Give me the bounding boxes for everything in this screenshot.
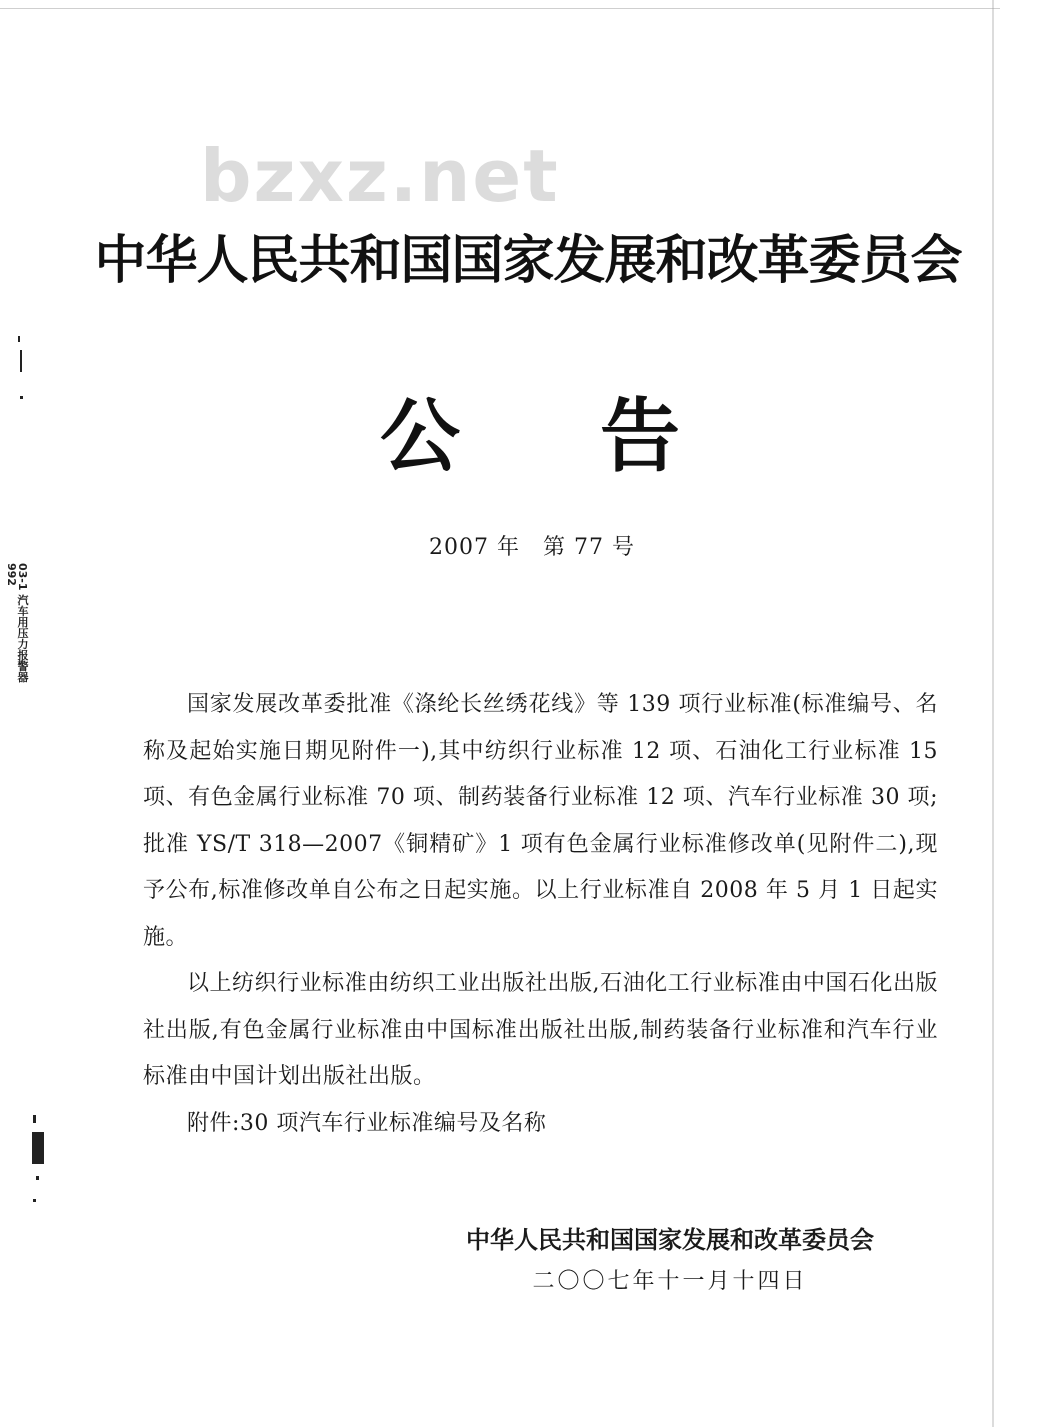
watermark: bzxz.net [200,134,560,218]
body-paragraph-2: 以上纺织行业标准由纺织工业出版社出版,石油化工行业标准由中国石化出版社出版,有色金属行业标准由中国标准出版社出版,制药装备行业标准和汽车行业标准由中国计划出版社出版。 [143,971,938,1089]
notice-body [143,682,938,1147]
signature-organization: 中华人民共和国国家发展和改革委员会 [466,1226,874,1254]
page-top-edge [0,8,1000,9]
attachment-line: 附件:30 项汽车行业标准编号及名称 [187,1110,547,1136]
scan-mark [18,336,20,342]
scan-mark [33,1199,36,1202]
scan-mark [32,1132,44,1164]
notice-title: 公告 [380,389,820,483]
scan-mark [20,350,22,372]
spine-label: 03-1 汽车用压力报警器992 [5,563,29,683]
signature-date: 二〇〇七年十一月十四日 [532,1269,808,1294]
notice-number: 2007 年 第 77 号 [429,535,635,560]
signature-block [420,1218,920,1302]
page-right-edge [992,0,994,1427]
scan-mark [20,396,23,399]
issuer-header: 中华人民共和国国家发展和改革委员会 [94,231,962,291]
body-paragraph-1: 国家发展改革委批准《涤纶长丝绣花线》等 139 项行业标准(标准编号、名称及起始实施日期见附件一),其中纺织行业标准 12 项、石油化工行业标准 15 项、有色金属行业标准 70 项、制药装备行业标准 12 项、汽车行业标准 30 项;批准 YS/T 318—2007《铜精矿》1 项有色金属行业标准修改单(见附件二),现予公布,标准修改单自公布之日起实施。以上行业标准自 2008 年 5 月 1 日起实施。 [143,692,938,950]
scan-mark [36,1176,39,1180]
scan-mark [33,1115,36,1123]
